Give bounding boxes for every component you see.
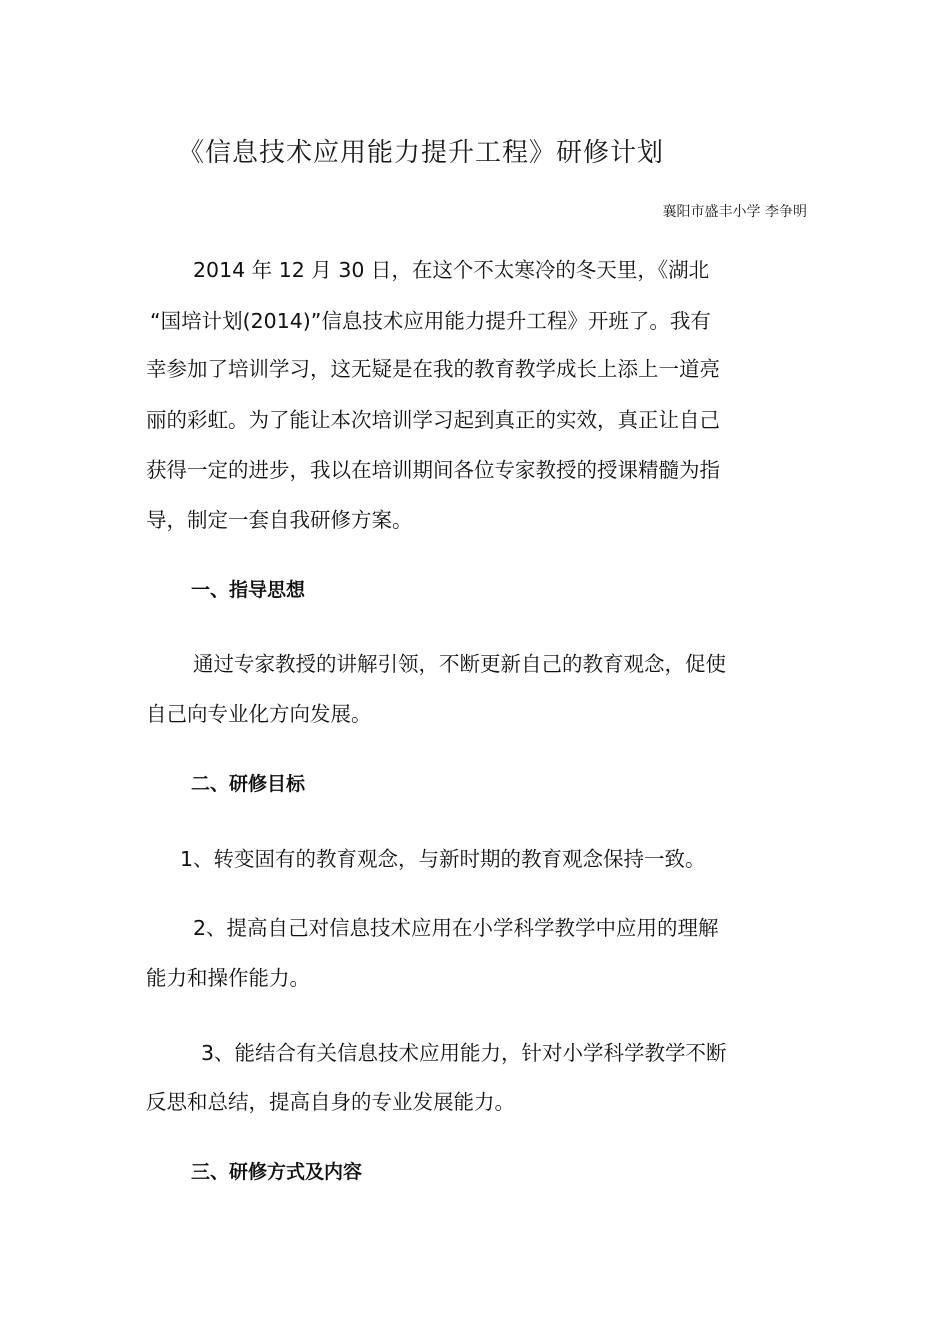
document-title: 《信息技术应用能力提升工程》研修计划	[178, 138, 665, 168]
section-heading-methods: 三、研修方式及内容	[191, 1161, 363, 1183]
intro-line-4: 丽的彩虹。为了能让本次培训学习起到真正的实效，真正让自己	[146, 408, 720, 432]
section-heading-guiding-thought: 一、指导思想	[191, 579, 306, 601]
section-heading-goals: 二、研修目标	[191, 773, 306, 795]
intro-line-6: 导，制定一套自我研修方案。	[146, 508, 413, 532]
section1-line-2: 自己向专业化方向发展。	[146, 702, 372, 726]
author-byline: 襄阳市盛丰小学 李争明	[662, 204, 807, 220]
intro-line-5: 获得一定的进步，我以在培训期间各位专家教授的授课精髓为指	[146, 458, 720, 482]
goal-item-2-line-2: 能力和操作能力。	[146, 966, 310, 990]
goal-item-2-line-1: 2、提高自己对信息技术应用在小学科学教学中应用的理解	[193, 916, 719, 940]
goal-item-3-line-1: 3、能结合有关信息技术应用能力，针对小学科学教学不断	[201, 1041, 727, 1065]
intro-line-1: 2014 年 12 月 30 日，在这个不太寒冷的冬天里，《湖北	[193, 258, 710, 282]
section1-line-1: 通过专家教授的讲解引领，不断更新自己的教育观念，促使	[193, 652, 726, 676]
intro-line-3: 幸参加了培训学习，这无疑是在我的教育教学成长上添上一道亮	[146, 357, 720, 381]
goal-item-1: 1、转变固有的教育观念，与新时期的教育观念保持一致。	[180, 847, 706, 871]
intro-line-2: “国培计划(2014)”信息技术应用能力提升工程》开班了。我有	[150, 309, 711, 333]
goal-item-3-line-2: 反思和总结，提高自身的专业发展能力。	[146, 1090, 515, 1114]
